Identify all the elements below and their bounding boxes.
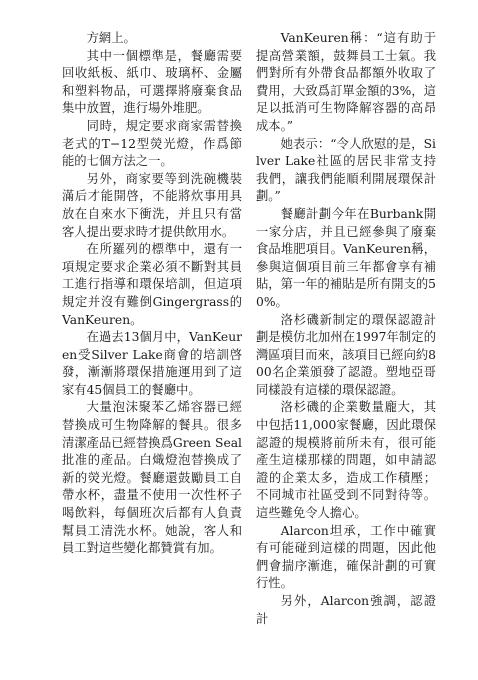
left-column: [62, 30, 242, 680]
paragraph: 其中一個標準是，餐廳需要回收紙板、紙巾、玻璃杯、金屬和塑料物品，可選擇將廢棄食品集中放置，進行場外堆肥。: [62, 48, 242, 116]
paragraph: 洛杉磯的企業數量龐大，其中包括11,000家餐廳，因此環保認證的規模將前所未有，很可能產生這樣那樣的問題，如申請認證的企業太多，造成工作積壓；不同城市社區受到不同對待等。這些難免令人擔心。: [256, 400, 436, 521]
paragraph: VanKeuren稱：“這有助于提高營業額，鼓舞員工士氣。我們對所有外帶食品都額外收取了費用，大致爲訂單金額的3%，這足以抵消可生物降解容器的高昂成本。”: [256, 31, 436, 133]
paragraph: 餐廳計劃今年在Burbank開一家分店，并且已經參與了廢棄食品堆肥項目。VanKeuren稱，參與這個項目前三年都會享有補貼，第一年的補貼是所有開支的50%。: [256, 206, 436, 309]
paragraph: 她表示：“令人欣慰的是，Silver Lake社區的居民非常支持我們，讓我們能順利開展環保計劃。”: [256, 136, 436, 204]
paragraph: 洛杉磯新制定的環保認證計劃是模仿北加州在1997年制定的灣區項目而來，該項目已經向約800名企業頒發了認證。塑地亞哥同樣設有這樣的環保認證。: [256, 312, 436, 397]
right-column: [256, 30, 436, 680]
paragraph: 同時，規定要求商家需替換老式的T−12型熒光燈，作爲節能的七個方法之一。: [62, 118, 242, 169]
paragraph: 在所羅列的標準中，還有一項規定要求企業必須不斷對其員工進行指導和環保培訓，但這項規定并沒有難倒Gingergrass的VanKeuren。: [62, 242, 242, 327]
paragraph: 大量泡沫聚苯乙烯容器已經替換成可生物降解的餐具。很多清潔產品已經替換爲Green Seal批准的產品。白熾燈泡替換成了新的熒光燈。餐廳還鼓勵員工自帶水杯，盡量不使用一次性杯子喝飲料，每個班次后都有人負責幫員工清洗水杯。她說，客人和員工對這些變化都贊賞有加。: [62, 400, 242, 556]
paragraph: Alarcon坦承，工作中確實有可能碰到這樣的問題，因此他們會揣序漸進，確保計劃的可實行性。: [256, 523, 436, 591]
paragraph: 另外，Alarcon強調，認證計: [256, 594, 436, 626]
paragraph: 方網上。: [86, 31, 136, 45]
paragraph: 另外，商家要等到洗碗機裝滿后才能開啓，不能將炊事用具放在自來水下衝洗，并且只有當客人提出要求時才提供飲用水。: [62, 171, 242, 239]
paragraph: 在過去13個月中，VanKeuren受Silver Lake商會的培訓啓發，漸漸將環保措施運用到了這家有45個員工的餐廳中。: [62, 330, 242, 397]
